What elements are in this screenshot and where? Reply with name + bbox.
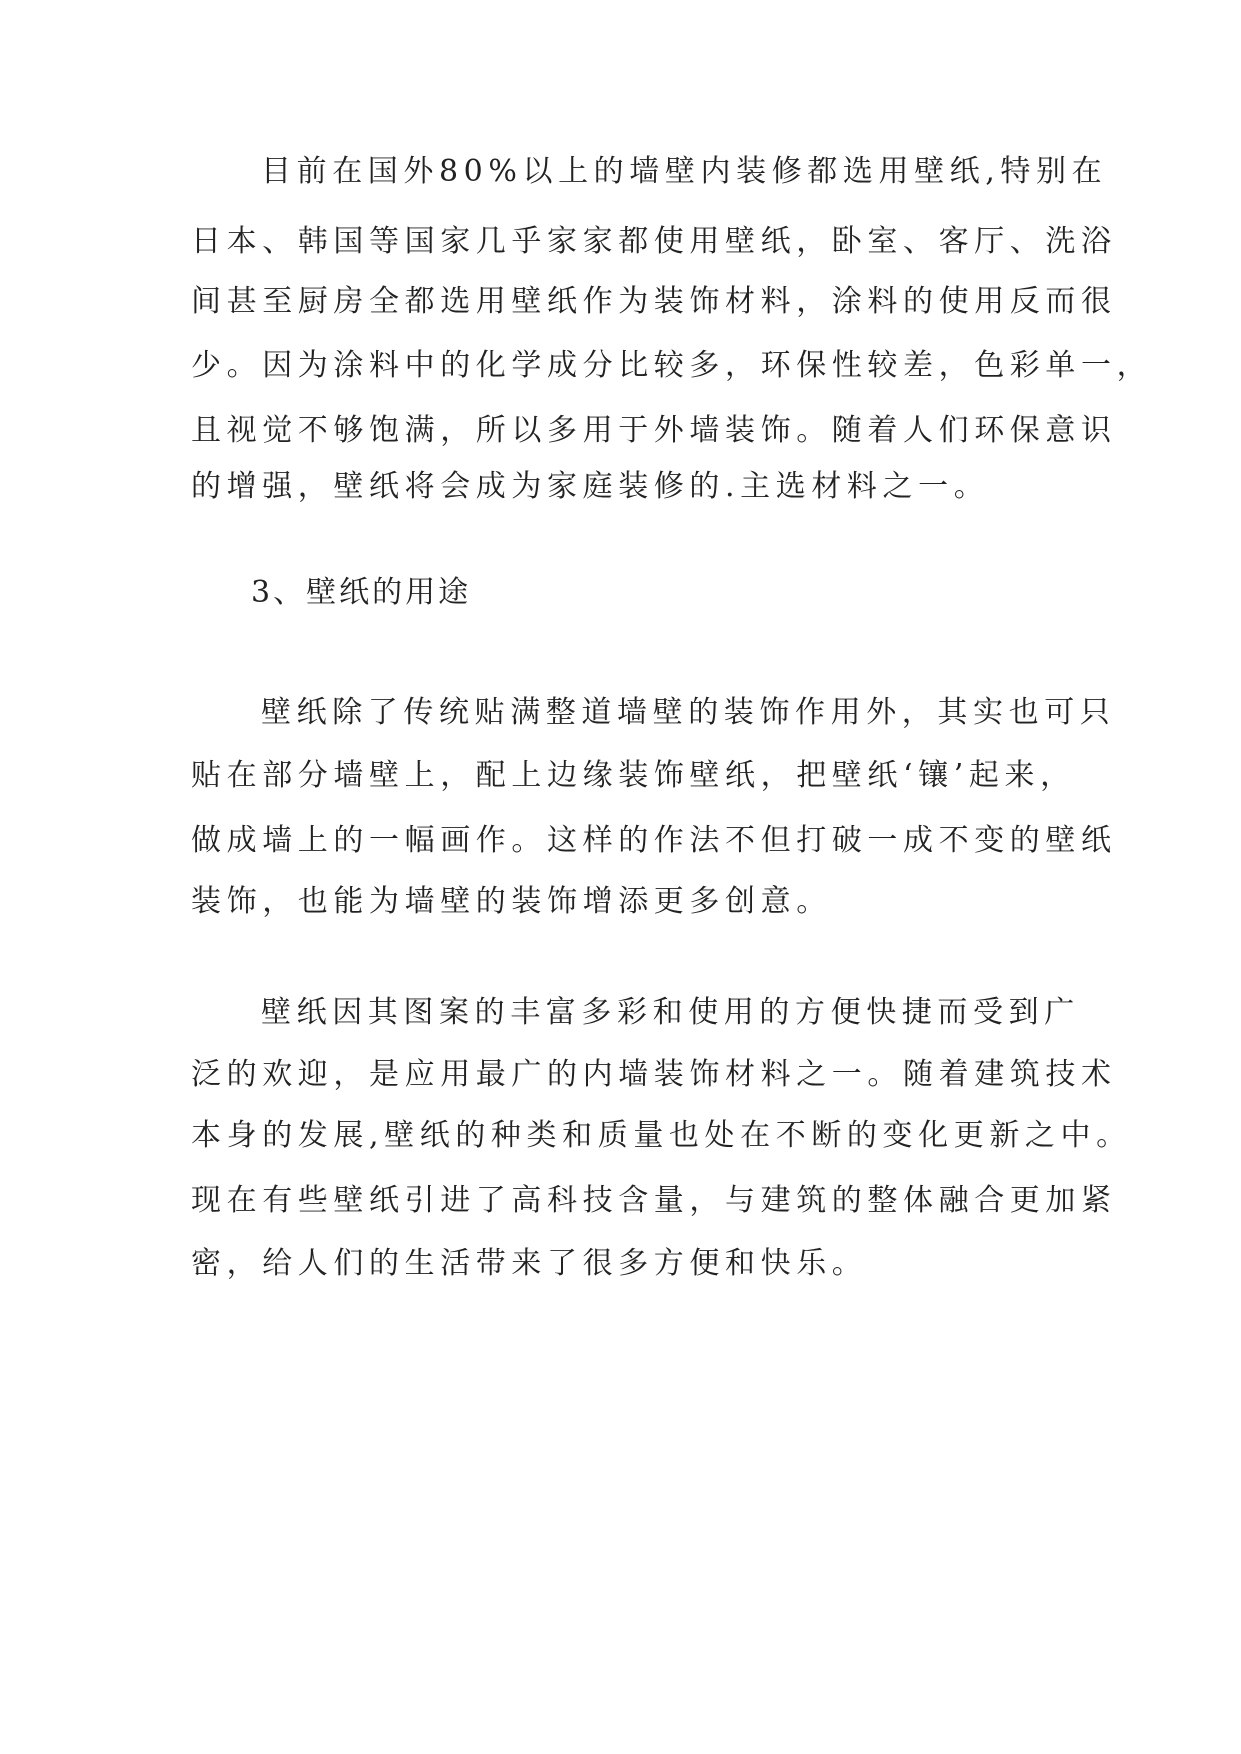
section-heading: 3、壁纸的用途 [251, 575, 472, 610]
paragraph-3-line-4: 现在有些壁纸引进了高科技含量，与建筑的整体融合更加紧 [191, 1183, 1117, 1218]
paragraph-1-line-2: 日本、韩国等国家几乎家家都使用壁纸，卧室、客厅、洗浴 [191, 224, 1117, 259]
paragraph-3-line-2: 泛的欢迎，是应用最广的内墙装饰材料之一。随着建筑技术 [191, 1057, 1117, 1092]
paragraph-1-line-1: 目前在国外80%以上的墙壁内装修都选用壁纸,特别在 [261, 154, 1108, 189]
paragraph-1-line-4: 少。因为涂料中的化学成分比较多，环保性较差，色彩单一， [191, 348, 1153, 383]
paragraph-3-line-5: 密，给人们的生活带来了很多方便和快乐。 [191, 1246, 868, 1281]
paragraph-2-line-3: 做成墙上的一幅画作。这样的作法不但打破一成不变的壁纸 [191, 823, 1117, 858]
paragraph-1-line-5: 且视觉不够饱满，所以多用于外墙装饰。随着人们环保意识 [191, 413, 1117, 448]
paragraph-1-line-3: 间甚至厨房全都选用壁纸作为装饰材料，涂料的使用反而很 [191, 284, 1117, 319]
paragraph-1-line-6: 的增强，壁纸将会成为家庭装修的.主选材料之一。 [191, 469, 990, 504]
paragraph-2-line-1: 壁纸除了传统贴满整道墙壁的装饰作用外，其实也可只 [261, 695, 1116, 730]
paragraph-2-line-2: 贴在部分墙壁上，配上边缘装饰壁纸，把壁纸‘镶’起来， [191, 758, 1076, 793]
paragraph-2-line-4: 装饰，也能为墙壁的装饰增添更多创意。 [191, 884, 832, 919]
paragraph-3-line-3: 本身的发展,壁纸的种类和质量也处在不断的变化更新之中。 [191, 1118, 1132, 1153]
paragraph-3-line-1: 壁纸因其图案的丰富多彩和使用的方便快捷而受到广 [261, 995, 1080, 1030]
